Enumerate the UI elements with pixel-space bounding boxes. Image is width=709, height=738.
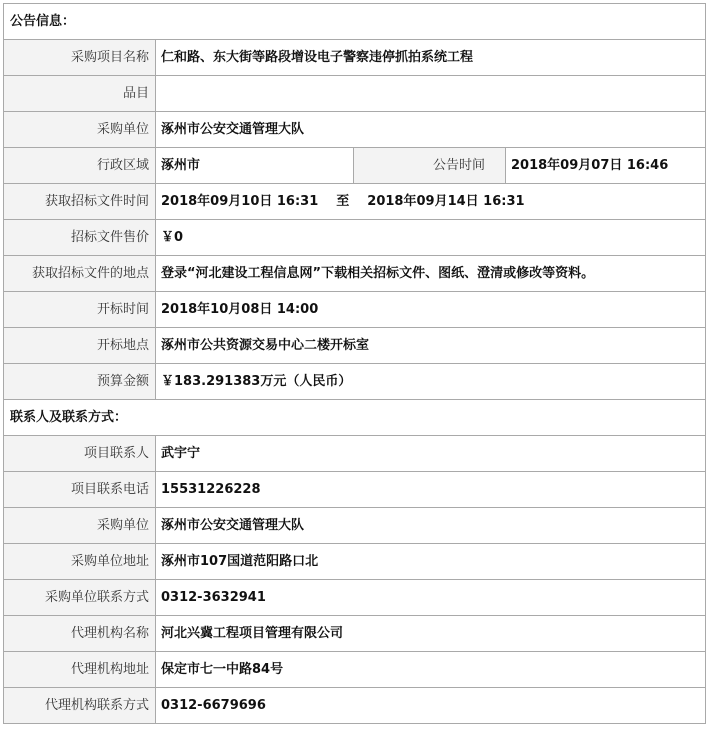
- doc-time-separator: 至: [336, 193, 350, 209]
- value-doc-price: ￥0: [156, 220, 706, 256]
- value-doc-place: 登录“河北建设工程信息网”下载相关招标文件、图纸、澄清或修改等资料。: [156, 256, 706, 292]
- section-row-notice: [4, 4, 706, 40]
- row-agency-address: [4, 652, 706, 688]
- row-category: [4, 76, 706, 112]
- row-purchaser-phone: [4, 580, 706, 616]
- label-purchaser-address: 采购单位地址: [4, 544, 156, 580]
- row-purchaser: [4, 112, 706, 148]
- label-open-place: 开标地点: [4, 328, 156, 364]
- value-doc-time: [156, 184, 706, 220]
- label-contact-phone: 项目联系电话: [4, 472, 156, 508]
- label-region: 行政区域: [4, 148, 156, 184]
- row-contact-phone: [4, 472, 706, 508]
- value-agency-name: 河北兴冀工程项目管理有限公司: [156, 616, 706, 652]
- label-purchaser: 采购单位: [4, 112, 156, 148]
- value-contact-person: 武宇宁: [156, 436, 706, 472]
- value-region: 涿州市: [156, 148, 354, 184]
- row-budget: [4, 364, 706, 400]
- doc-time-end: 2018年09月14日 16:31: [367, 193, 525, 209]
- label-purchaser-phone: 采购单位联系方式: [4, 580, 156, 616]
- label-budget: 预算金额: [4, 364, 156, 400]
- notice-table: [3, 3, 706, 724]
- row-contact-purchaser: [4, 508, 706, 544]
- label-agency-address: 代理机构地址: [4, 652, 156, 688]
- label-contact-purchaser: 采购单位: [4, 508, 156, 544]
- row-agency-phone: [4, 688, 706, 724]
- label-doc-place: 获取招标文件的地点: [4, 256, 156, 292]
- section-title-contact: 联系人及联系方式：: [4, 400, 706, 436]
- value-purchaser-phone: 0312-3632941: [156, 580, 706, 616]
- row-doc-time: [4, 184, 706, 220]
- row-doc-place: [4, 256, 706, 292]
- row-project-name: [4, 40, 706, 76]
- label-announce-time: 公告时间: [354, 148, 506, 184]
- value-open-place: 涿州市公共资源交易中心二楼开标室: [156, 328, 706, 364]
- row-purchaser-address: [4, 544, 706, 580]
- row-open-place: [4, 328, 706, 364]
- label-category: 品目: [4, 76, 156, 112]
- section-title-notice: 公告信息：: [4, 4, 706, 40]
- label-agency-phone: 代理机构联系方式: [4, 688, 156, 724]
- label-doc-price: 招标文件售价: [4, 220, 156, 256]
- value-purchaser: 涿州市公安交通管理大队: [156, 112, 706, 148]
- row-open-time: [4, 292, 706, 328]
- value-budget: ￥183.291383万元（人民币）: [156, 364, 706, 400]
- value-announce-time: 2018年09月07日 16:46: [506, 148, 706, 184]
- label-agency-name: 代理机构名称: [4, 616, 156, 652]
- row-contact-person: [4, 436, 706, 472]
- value-agency-phone: 0312-6679696: [156, 688, 706, 724]
- value-agency-address: 保定市七一中路84号: [156, 652, 706, 688]
- section-row-contact: [4, 400, 706, 436]
- row-agency-name: [4, 616, 706, 652]
- label-contact-person: 项目联系人: [4, 436, 156, 472]
- label-doc-time: 获取招标文件时间: [4, 184, 156, 220]
- row-doc-price: [4, 220, 706, 256]
- row-region-time: [4, 148, 706, 184]
- value-contact-phone: 15531226228: [156, 472, 706, 508]
- label-project-name: 采购项目名称: [4, 40, 156, 76]
- doc-time-start: 2018年09月10日 16:31: [161, 193, 319, 209]
- value-category: [156, 76, 706, 112]
- label-open-time: 开标时间: [4, 292, 156, 328]
- value-project-name: 仁和路、东大街等路段增设电子警察违停抓拍系统工程: [156, 40, 706, 76]
- value-purchaser-address: 涿州市107国道范阳路口北: [156, 544, 706, 580]
- value-contact-purchaser: 涿州市公安交通管理大队: [156, 508, 706, 544]
- value-open-time: 2018年10月08日 14:00: [156, 292, 706, 328]
